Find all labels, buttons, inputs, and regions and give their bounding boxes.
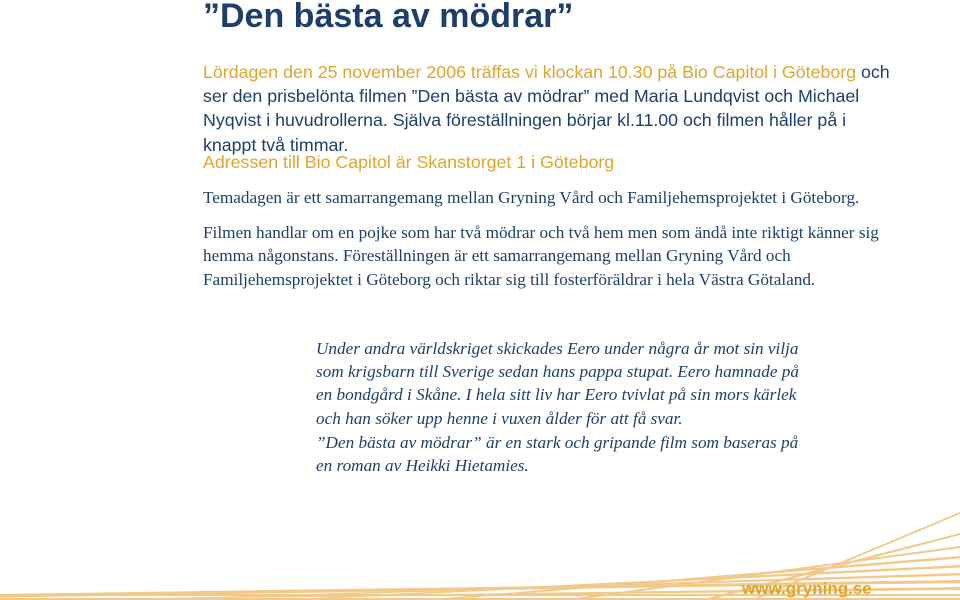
- body-paragraph-1: Temadagen är ett samarrangemang mellan Gryning Vård och Familjehemsprojektet i Göteborg.: [203, 188, 860, 207]
- intro-paragraph: [203, 60, 903, 157]
- intro-highlight: Lördagen den 25 november 2006 träffas vi klockan 10.30 på Bio Capitol i Göteborg: [203, 62, 857, 82]
- quote-paragraph-1: Under andra världskriget skickades Eero under några år mot sin vilja som krigsbarn till Sverige sedan hans pappa stupat. Eero hamnade på en bondgård i Skåne. I hela sitt liv har Eero tvivlat på sin mors kärlek och han söker upp henne i vuxen ålder för att få svar.: [316, 339, 799, 428]
- quote-paragraph-2: ”Den bästa av mödrar” är en stark och gripande film som baseras på en roman av Heikki Hietamies.: [316, 433, 799, 476]
- body-paragraph-2: Filmen handlar om en pojke som har två mödrar och två hem men som ändå inte riktigt känner sig hemma någonstans. Föreställningen är ett samarrangemang mellan Gryning Vård och Familjehemsprojektet i Göteborg och riktar sig till fosterföräldrar i hela Västra Götaland.: [203, 223, 879, 289]
- intro-text: och ser den prisbelönta filmen ”Den bästa av mödrar” med Maria Lundqvist och Michael Nyqvist i huvudrollerna. Själva föreställningen börjar kl.11.00 och filmen håller på i knappt två timmar.: [203, 62, 890, 155]
- address-line: Adressen till Bio Capitol är Skanstorget 1 i Göteborg: [203, 152, 615, 172]
- page-title: ”Den bästa av mödrar”: [203, 0, 574, 35]
- footer-website-link[interactable]: www.gryning.se: [742, 579, 872, 598]
